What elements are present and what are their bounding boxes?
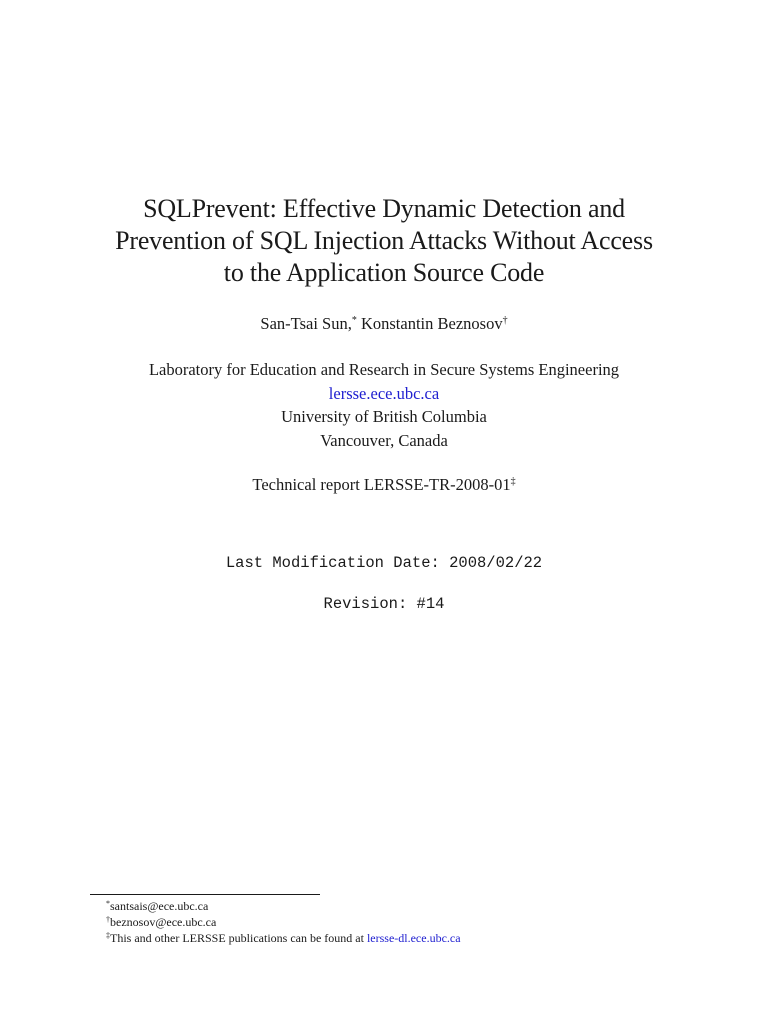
author-list <box>0 313 768 335</box>
author-name-2: Konstantin Beznosov <box>360 314 503 333</box>
footnotes <box>106 898 461 946</box>
footnote-2-mark: † <box>106 915 110 924</box>
footnote-1 <box>106 898 461 914</box>
footnote-3-text: This and other LERSSE publications can be found at <box>110 931 367 945</box>
report-footnote-mark: ‡ <box>510 476 516 487</box>
paper-title-line-3: to the Application Source Code <box>223 258 545 287</box>
lab-name: Laboratory for Education and Research in Secure Systems Engineering <box>148 360 620 379</box>
footnote-3-mark: ‡ <box>106 931 110 940</box>
technical-report-id <box>0 474 768 496</box>
footnote-2 <box>106 914 461 930</box>
affiliation-block <box>0 358 768 452</box>
footnote-1-text: santsais@ece.ubc.ca <box>110 899 209 913</box>
lab-url-link[interactable]: lersse.ece.ubc.ca <box>328 383 440 403</box>
modification-date: Last Modification Date: 2008/02/22 <box>225 554 543 572</box>
revision-number: Revision: #14 <box>323 595 445 613</box>
footnote-1-mark: * <box>106 899 110 908</box>
paper-title-line-2: Prevention of SQL Injection Attacks Without Access <box>115 226 653 255</box>
report-text: Technical report LERSSE-TR-2008-01 <box>252 475 511 494</box>
paper-title-line-1: SQLPrevent: Effective Dynamic Detection and <box>143 194 625 223</box>
publications-link[interactable]: lersse-dl.ece.ubc.ca <box>366 931 461 945</box>
footnote-2-text: beznosov@ece.ubc.ca <box>110 915 217 929</box>
author-name-1: San-Tsai Sun, <box>260 314 352 333</box>
paper-title <box>0 193 768 289</box>
location-text: Vancouver, Canada <box>320 430 448 450</box>
footnote-divider <box>90 894 320 895</box>
footnote-3 <box>106 930 461 946</box>
university-name: University of British Columbia <box>281 407 487 426</box>
author-1-footnote-mark: * <box>351 315 357 326</box>
author-2-footnote-mark: † <box>502 315 508 326</box>
